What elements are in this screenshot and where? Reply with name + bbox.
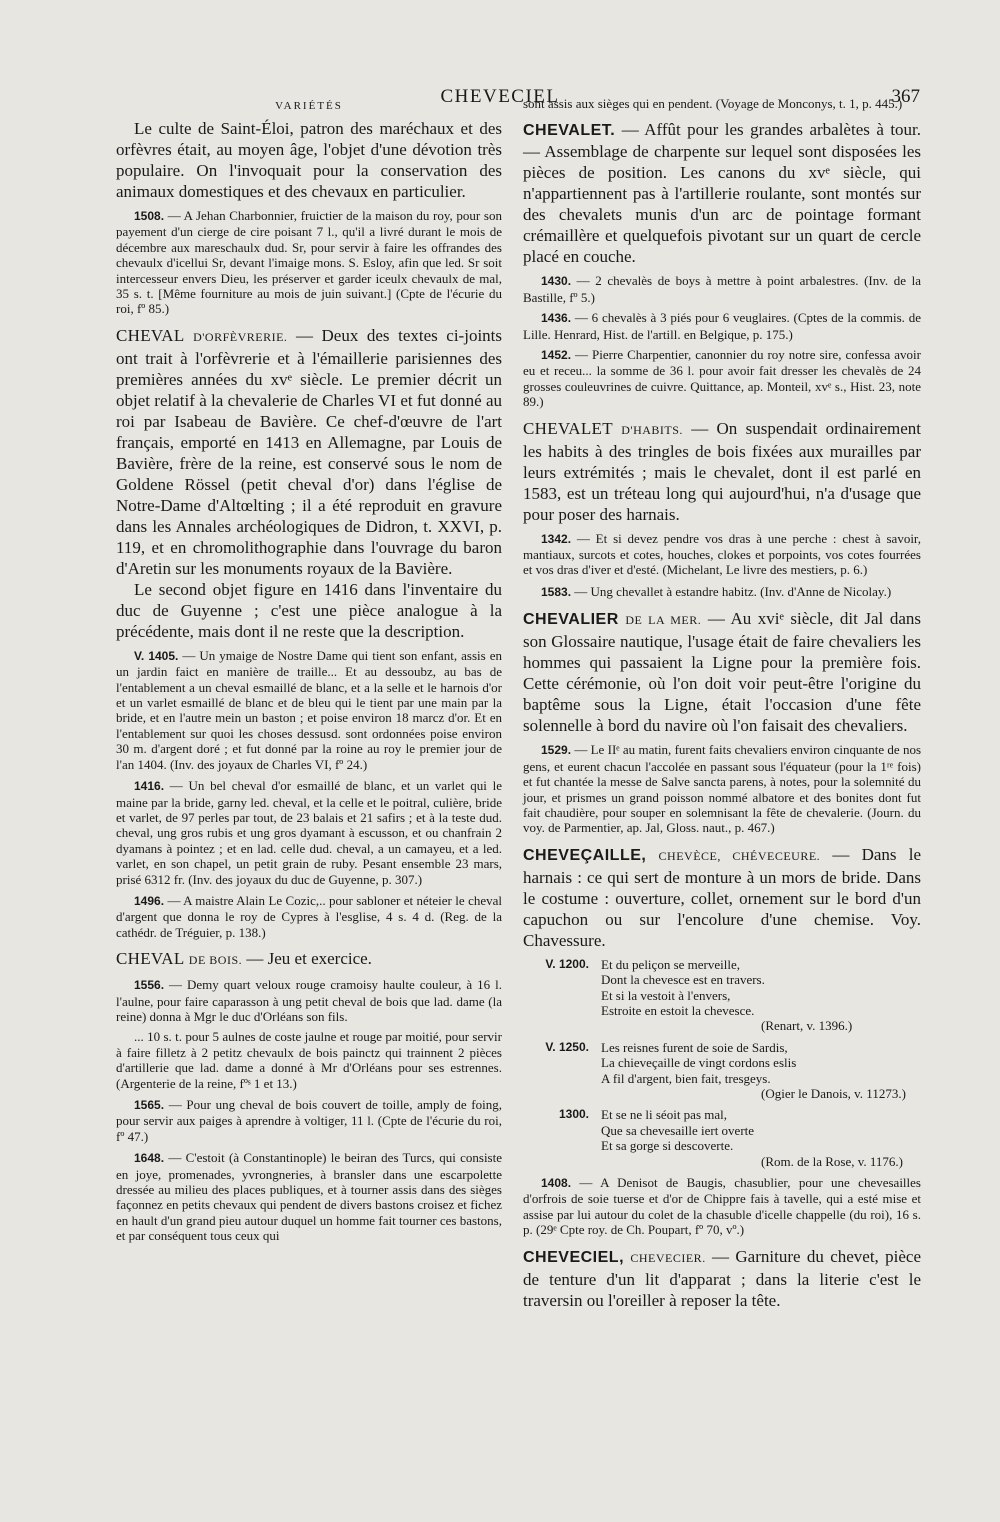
entry-text: — Le IIᵉ au matin, furent faits chevaliers environ cinquante de nos gens, et eurent chacun l'accolée en passant sous l'équateur (pour la 1ʳᵉ fois) et fut chantée la messe de Salve sancta parens, à notes, pour la solemnité du jour, et prismes un grand poisson nommé albatore et des bonites dont fut fait chaudière, pour souper en solemnisant la fête de chevalerie. (Journ. du voy. de Parmentier, ap. Jal, Gloss. naut., p. 467.) — [523, 742, 922, 836]
entry-1648 — [116, 1150, 502, 1243]
verse-1250 — [523, 1040, 921, 1102]
verse-line: Et se ne li séoit pas mal, — [601, 1107, 728, 1123]
headword-qualifier: CHEVÈCE, CHÉVECEURE. — [658, 848, 821, 863]
entry-text: — Demy quart veloux rouge cramoisy haulte couleur, à 16 l. l'aulne, pour faire caparasson à ung petit cheval de bois que lad. dame (la reine) donna à Mgr le duc d'Orléans son fils. — [116, 977, 502, 1024]
verse-line: Dont la chevesce est en travers. — [601, 972, 765, 988]
verse-lines — [601, 1040, 906, 1102]
headword-qualifier: DE LA MER. — [625, 613, 702, 628]
paragraph-second-object: Le second objet figure en 1416 dans l'inventaire du duc de Guyenne ; c'est une pièce analogue à la précédente, mais dont il ne reste que la description. — [116, 579, 502, 641]
headword: CHEVALET — [523, 418, 613, 438]
headword: CHEVALIER — [523, 611, 619, 629]
heading-cheval-bois — [116, 948, 502, 971]
entry-1430 — [523, 273, 921, 305]
verse-citation: (Renart, v. 1396.) — [761, 1018, 853, 1034]
verse-line: Estroite en estoit la chevesce. — [601, 1002, 755, 1018]
verse-year: V. 1200. — [545, 956, 589, 971]
heading-chevecaille — [523, 844, 921, 951]
entry-1436 — [523, 310, 921, 342]
entry-year: 1496. — [134, 893, 165, 908]
heading-chevalet — [523, 119, 921, 267]
headword-qualifier: D'ORFÈVRERIE. — [193, 329, 288, 344]
headword: CHEVECIEL, — [523, 1248, 625, 1266]
definition: — On suspendait ordinairement les habits à des tringles de bois fixées aux murailles par leurs extrémités ; mais le chevalet, dont il est parlé en 1583, est un tréteau long qui aujourd'hui, n'a d'usage que pour poser des harnais. — [523, 418, 922, 524]
headword-qualifier: D'HABITS. — [621, 422, 683, 437]
entry-year: 1583. — [541, 584, 572, 599]
entry-year: 1416. — [134, 779, 165, 794]
continued-text: sont assis aux sièges qui en pendent. (Voyage de Monconys, t. 1, p. 445.) — [523, 96, 903, 111]
entry-year: V. 1405. — [134, 648, 179, 663]
heading-chevalet-habits — [523, 418, 921, 525]
definition: — Garniture du chevet, pièce de tenture d'un lit d'apparat ; dans la literie c'est le traversin ou l'oreiller à reposer la tête. — [523, 1246, 922, 1310]
verse-citation: (Ogier le Danois, v. 11273.) — [761, 1085, 906, 1101]
entry-text: — C'estoit (à Constantinople) le beiran des Turcs, qui consiste en joye, promenades, yvrongneries, à bransler dans une escarpolette dressée au milieu des places publiques, et à tourner assis dans des sièges façonnez en petits chevaux qui pendent de divers bastons croisez et fichez en hault d'un grand pieu autour duquel un homme fait tourner ces bastons, et par conséquent tous ceux qui — [116, 1150, 502, 1244]
entry-text: — 2 chevalès de boys à mettre à point arbalestres. (Inv. de la Bastille, fº 5.) — [523, 273, 921, 305]
running-title: CHEVECIEL — [440, 86, 560, 107]
verse-line: La chieveçaille de vingt cordons eslis — [601, 1055, 797, 1071]
entry-year: 1565. — [134, 1098, 165, 1112]
heading-cheveciel — [523, 1246, 921, 1311]
verse-line: Et du peliçon se merveille, — [601, 956, 740, 972]
entry-year: 1408. — [541, 1176, 572, 1190]
definition: — Affût pour les grandes arbalètes à tour. — Assemblage de charpente sur lequel sont disposées les pièces de position. Les canons du xvᵉ siècle, qui n'appartiennent pas à l'artillerie roulante, sont montés sur des chevalets munis d'un arc de pointage formant crémaillère et quelquefois pivotant sur un quart de cercle placé en couche. — [523, 120, 922, 267]
entry-text: — A Jehan Charbonnier, fruictier de la maison du roy, pour son payement d'un cierge de cire poisant 7 l., qu'il a livré durant le mois de décembre aux mareschaulx dud. Sr, pour servir à faire les offrandes des chevaulx d'icellui Sr, devant l'imaige mons. S. Esloy, afin que led. Sr soit intercesseur envers Dieu, les préserver et garder iceulx chevaulx de mal, 35 s. t. [Même fourniture au mois de juin suivant.] (Cpte de l'écurie du roi, fº 85.) — [116, 208, 502, 317]
entry-year: 1648. — [134, 1151, 165, 1166]
page-number: 367 — [891, 86, 920, 107]
entry-year: 1430. — [541, 274, 572, 289]
entry-text: — Pour ung cheval de bois couvert de toille, amply de foing, pour servir aux paiges à aprendre à voltiger, 11 l. (Cpte de l'écurie du roi, fº 47.) — [116, 1097, 502, 1144]
entry-1496 — [116, 893, 502, 940]
entry-1556-continued: ... 10 s. t. pour 5 aulnes de coste jaulne et rouge par moitié, pour servir à faire filletz à 2 petitz chevaulx de bois painctz qui trainnent 2 pièces d'artillerie que lad. dame a donné à Mr d'Orléans pour ses estrennes. (Argenterie de la reine, fºˢ 1 et 13.) — [116, 1029, 502, 1091]
entry-1556 — [116, 977, 502, 1024]
headword-qualifier: DE BOIS. — [188, 953, 243, 968]
verse-line: Les reisnes furent de soie de Sardis, — [601, 1039, 788, 1055]
entry-1583 — [523, 584, 921, 600]
entry-text: — Pierre Charpentier, canonnier du roy notre sire, confessa avoir eu et receu... la somme de 36 l. pour avoir fait dresser les chevalès de 24 grosses couleuvrines de cuivre. Quittance, ap. Monteil, xvᵉ s., Hist. 23, note 89.) — [523, 347, 922, 410]
section-label: VARIÉTÉS — [275, 100, 343, 112]
entry-1416 — [116, 778, 502, 887]
headword: CHEVAL — [116, 949, 185, 969]
definition: — Au xviᵉ siècle, dit Jal dans son Glossaire nautique, l'usage était de faire chevaliers les hommes qui passaient la Ligne pour la première fois. Cette cérémonie, où l'on doit voir peut-être l'origine du baptême sous la Ligne, était l'occasion d'une fête solennelle à bord du navire où l'on faisait des chevaliers. — [523, 609, 921, 736]
entry-year: 1436. — [541, 311, 572, 326]
entry-year: 1508. — [134, 209, 165, 223]
headword: CHEVALET. — [523, 122, 616, 140]
heading-chevalier — [523, 608, 921, 736]
entry-year: 1342. — [541, 531, 572, 546]
headword: CHEVAL — [116, 325, 185, 345]
verse-1300 — [523, 1107, 921, 1169]
definition: — Dans le harnais : ce qui sert de monture à un mors de bride. Dans le costume : ouverture, collet, ornement sur le bord d'un capuchon ou sur l'encolure d'une chemise. Voy. Chavessure. — [523, 844, 921, 950]
entry-text: — Un bel cheval d'or esmaillé de blanc, et un varlet qui le maine par la bride, garny led. cheval, et la celle et le poitral, culière, bride et varlet, de 97 perles par tout, de 23 balais et 21 safirs ; et à la teste dud. cheval, ung gros rubis et ung gros dyamant à escusson, et ou chanfrain 2 dyamans à pointez ; et en lad. celle dud. cheval, a un camayeu, et a led. varlet, en son chapel, un petit grain de ruby. Pesant ensemble 23 mars, prisé 6312 fr. (Inv. des joyaux du duc de Guyenne, p. 307.) — [116, 778, 503, 887]
entry-1529 — [523, 742, 921, 835]
entry-text: — Un ymaige de Nostre Dame qui tient son enfant, assis en un jardin faict en manière de traille... Et au dessoubz, au bas de l'entablement a un cheval esmaillé de blanc, et a la selle et le harnois d'or et un varlet esmaillé de blanc et de bleu qui le tient par une main par la bride, et en l'autre mein un baston ; et poise environ 18 marcz d'or. Et en l'entablement sur quoi les choses dessusd. sont ordonnées poise environ 30 m. d'argent doré ; et fut donné par la roine au roy le premier jour de l'an 1404. (Inv. des joyaux de Charles VI, fº 24.) — [116, 647, 502, 772]
intro-paragraph: Le culte de Saint-Éloi, patron des maréchaux et des orfèvres était, au moyen âge, l'objet d'une dévotion très populaire. On l'invoquait pour la conservation des animaux domestiques et des chevaux en particulier. — [116, 119, 502, 201]
verse-year: V. 1250. — [545, 1039, 589, 1054]
verse-line: Que sa chevesaille iert overte — [601, 1122, 755, 1138]
verse-line: A fil d'argent, bien fait, tresgeys. — [601, 1070, 771, 1086]
headword-qualifier: CHEVECIER. — [630, 1250, 706, 1265]
right-column — [523, 96, 921, 1311]
entry-text: — A Denisot de Baugis, chasublier, pour une chevesailles d'orfrois de soie tuerse et d'or de Chippre fais à tavelle, qui a esté mise et assise par lui autour du colet de la chasuble d'icelle chappelle (du roi), 16 s. p. (29ᵉ Cpte roy. de Ch. Poupart, fº 70, vº.) — [523, 1175, 921, 1238]
entry-text: — Et si devez pendre vos dras à une perche : chest à savoir, mantiaux, surcots et cotes, houches, clokes et porpoints, vos cotes fourrées et vos dras d'iver et d'esté. (Michelant, Le livre des mestiers, p. 6.) — [523, 530, 921, 578]
definition: — Deux des textes ci-joints ont trait à l'orfèvrerie et à l'émaillerie parisiennes des premières années du xvᵉ siècle. Le premier décrit un objet relatif à la chevalerie de Charles VI et fut donné au roi par Isabeau de Bavière. Ce chef-d'œuvre de l'art français, emporté en 1413 en Allemagne, par Louis de Bavière, frère de la reine, est conservé sous le nom de Goldene Rössel (petit cheval d'or) dans l'église de Notre-Dame d'Altœlting ; il a été reproduit en gravure dans les Annales archéologiques de Didron, t. XXVI, p. 119, et en chromolithographie dans l'ouvrage du baron d'Aretin sur les monuments royaux de la Bavière. — [116, 325, 503, 578]
verse-lines — [601, 1107, 903, 1169]
entry-text: — Ung chevallet à estandre habitz. (Inv. d'Anne de Nicolay.) — [574, 583, 892, 599]
entry-year: 1556. — [134, 978, 165, 993]
entry-year: 1529. — [541, 743, 572, 758]
verse-year: 1300. — [558, 1107, 589, 1122]
verse-line: Et si la vestoit à l'envers, — [601, 987, 731, 1003]
entry-1565 — [116, 1097, 502, 1144]
verse-lines — [601, 957, 852, 1034]
verse-1200 — [523, 957, 921, 1034]
heading-cheval-orfevrerie — [116, 325, 502, 579]
entry-year: 1452. — [541, 348, 572, 363]
headword: CHEVEÇAILLE, — [523, 846, 647, 864]
verse-line: Et sa gorge si descoverte. — [601, 1138, 734, 1154]
entry-1342 — [523, 531, 921, 578]
entry-text: — A maistre Alain Le Cozic,.. pour sabloner et néteier le cheval d'argent que donna le roy de Cypres à l'esglise, 4 s. 4 d. (Reg. de la cathédr. de Tréguier, p. 138.) — [116, 892, 502, 940]
entry-1408 — [523, 1175, 921, 1238]
entry-text: — 6 chevalès à 3 piés pour 6 veuglaires. (Cptes de la commis. de Lille. Henrard, Hist. de l'artill. en Belgique, p. 175.) — [523, 310, 922, 342]
left-column — [116, 100, 502, 1244]
definition: — Jeu et exercice. — [246, 949, 372, 969]
verse-citation: (Rom. de la Rose, v. 1176.) — [761, 1153, 904, 1169]
entry-1452 — [523, 347, 921, 410]
entry-1508 — [116, 208, 502, 317]
entry-1405 — [116, 648, 502, 772]
